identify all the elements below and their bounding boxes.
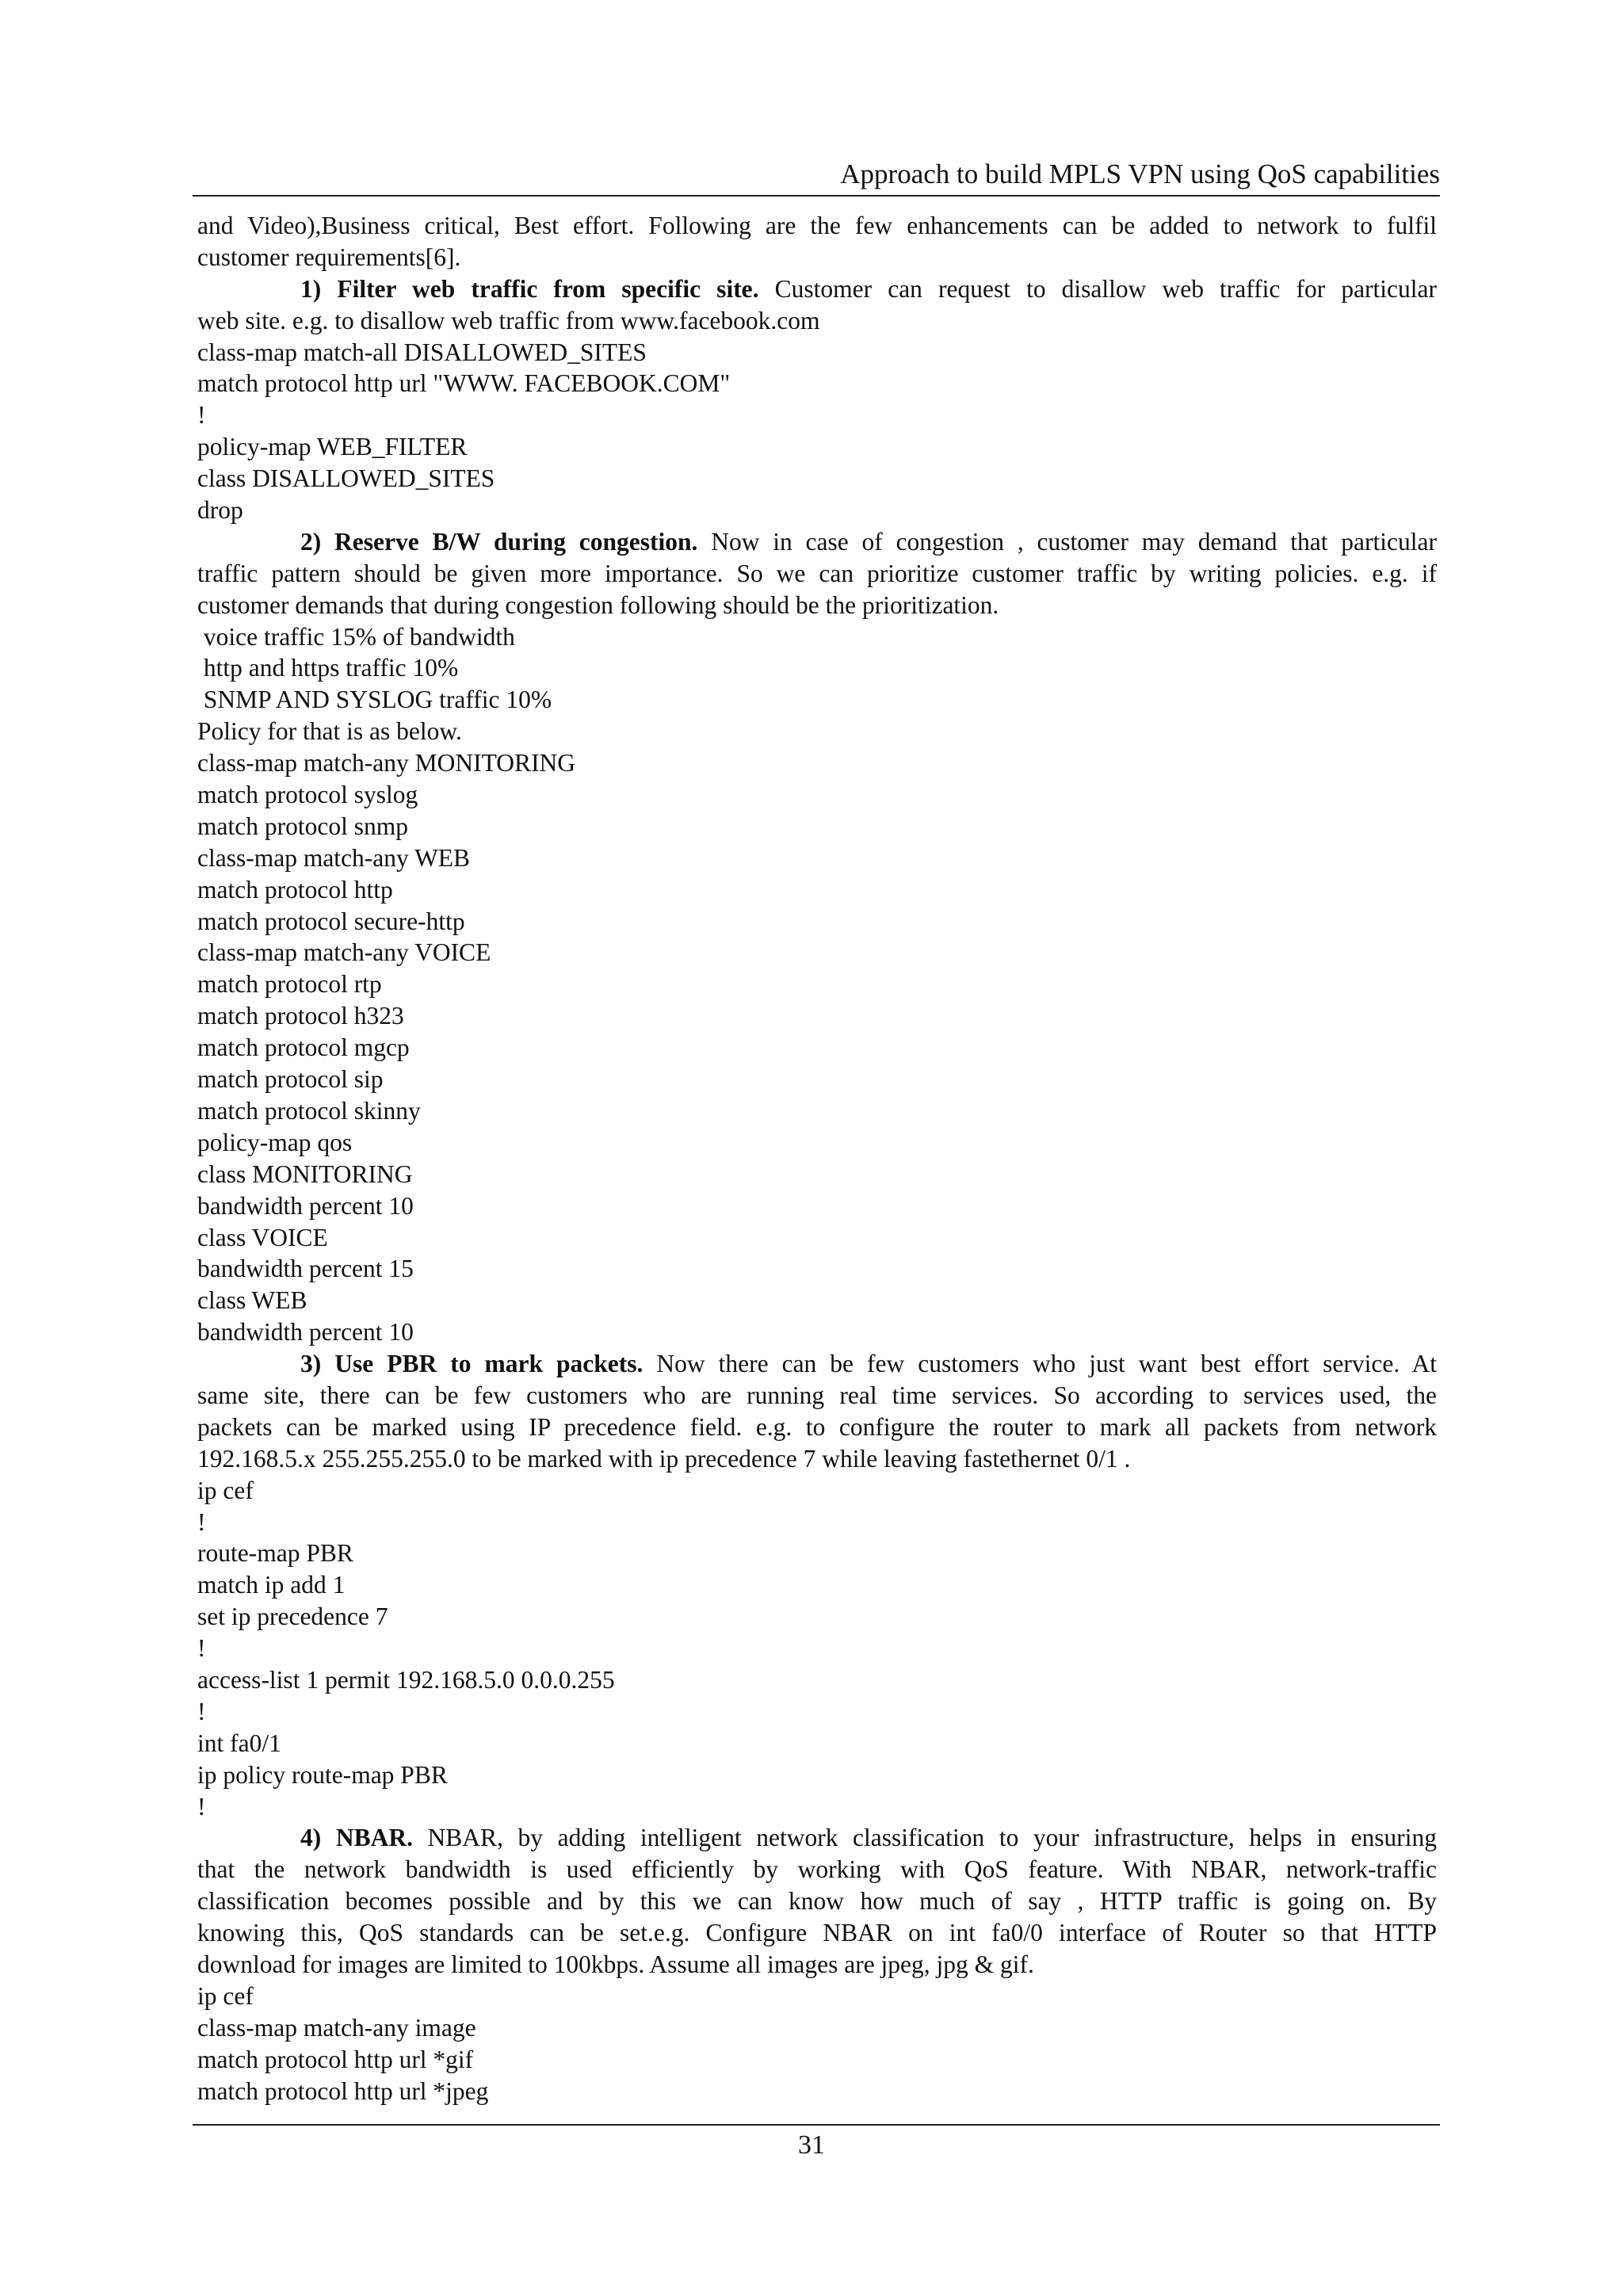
config-line: match protocol skinny bbox=[197, 1096, 421, 1125]
config-line: policy-map WEB_FILTER bbox=[197, 433, 468, 461]
config-line: class-map match-any WEB bbox=[197, 843, 471, 872]
config-line: match protocol http bbox=[197, 875, 393, 904]
config-line: route-map PBR bbox=[197, 1539, 353, 1568]
config-line: ! bbox=[197, 401, 206, 430]
section-text: Customer can request to disallow web traffic for particular bbox=[758, 274, 1438, 303]
config-line: match ip add 1 bbox=[197, 1571, 346, 1599]
config-line: class WEB bbox=[197, 1286, 307, 1315]
section-text: Now in case of congestion , customer may demand that particular bbox=[697, 527, 1437, 556]
section-text: Now there can be few customers who just want best effort service. At bbox=[643, 1350, 1437, 1378]
config-line: ip policy route-map PBR bbox=[197, 1760, 448, 1789]
text-line: 192.168.5.x 255.255.255.0 to be marked with ip precedence 7 while leaving fastethernet 0/1 . bbox=[197, 1444, 1131, 1473]
running-header bbox=[193, 155, 1440, 195]
text-line: packets can be marked using IP precedence field. e.g. to configure the router to mark all packets from network bbox=[197, 1412, 1437, 1441]
text-line: and Video),Business critical, Best effort. Following are the few enhancements can be added to network to fulfil bbox=[197, 212, 1437, 239]
config-line: match protocol http url "WWW. FACEBOOK.COM" bbox=[197, 369, 731, 398]
config-line: match protocol snmp bbox=[197, 812, 408, 840]
section-heading-line bbox=[197, 526, 1437, 558]
config-line: ip cef bbox=[197, 1981, 254, 2010]
page-number: 31 bbox=[798, 2130, 825, 2160]
text-line: that the network bandwidth is used efficiently by working with QoS feature. With NBAR, network-traffic bbox=[197, 1855, 1437, 1884]
config-line: class MONITORING bbox=[197, 1159, 413, 1188]
text-line: knowing this, QoS standards can be set.e.g. Configure NBAR on int fa0/0 interface of Router so that HTTP bbox=[197, 1919, 1437, 1947]
running-header-title: Approach to build MPLS VPN using QoS capabilities bbox=[840, 159, 1440, 189]
config-line: class-map match-any MONITORING bbox=[197, 749, 576, 777]
config-line: bandwidth percent 10 bbox=[197, 1318, 414, 1347]
page-body bbox=[197, 210, 1437, 2107]
text-line: customer requirements[6]. bbox=[197, 243, 461, 271]
config-line: bandwidth percent 15 bbox=[197, 1255, 414, 1283]
text-line: SNMP AND SYSLOG traffic 10% bbox=[197, 686, 552, 714]
text-line: download for images are limited to 100kbps. Assume all images are jpeg, jpg & gif. bbox=[197, 1950, 1034, 1978]
config-line: match protocol http url *gif bbox=[197, 2045, 474, 2073]
config-line: bandwidth percent 10 bbox=[197, 1191, 414, 1220]
section-heading: 3) Use PBR to mark packets. bbox=[300, 1350, 643, 1378]
config-line: match protocol syslog bbox=[197, 781, 418, 809]
config-line: ! bbox=[197, 1634, 206, 1663]
text-line: http and https traffic 10% bbox=[197, 654, 459, 682]
config-line: int fa0/1 bbox=[197, 1729, 281, 1757]
config-line: ! bbox=[197, 1697, 206, 1725]
config-line: match protocol sip bbox=[197, 1065, 384, 1094]
text-line: voice traffic 15% of bandwidth bbox=[197, 622, 515, 651]
text-line: traffic pattern should be given more importance. So we can prioritize customer traffic by writing policies. e.g. if bbox=[197, 559, 1437, 587]
config-line: ! bbox=[197, 1507, 206, 1536]
header-rule bbox=[193, 195, 1440, 197]
text-line: Policy for that is as below. bbox=[197, 717, 462, 746]
config-line: match protocol rtp bbox=[197, 970, 382, 999]
section-heading: 4) NBAR. bbox=[300, 1824, 413, 1852]
config-line: class-map match-all DISALLOWED_SITES bbox=[197, 338, 647, 366]
config-line: match protocol h323 bbox=[197, 1002, 404, 1030]
config-line: class VOICE bbox=[197, 1223, 328, 1251]
config-line: class-map match-any VOICE bbox=[197, 938, 491, 967]
config-line: class-map match-any image bbox=[197, 2013, 476, 2042]
section-heading-line bbox=[197, 1348, 1437, 1380]
config-line: match protocol secure-http bbox=[197, 907, 465, 935]
text-line: customer demands that during congestion following should be the prioritization. bbox=[197, 590, 999, 619]
config-line: ip cef bbox=[197, 1476, 254, 1504]
footer-rule bbox=[193, 2124, 1440, 2126]
text-line: web site. e.g. to disallow web traffic from www.facebook.com bbox=[197, 306, 820, 334]
config-line: match protocol http url *jpeg bbox=[197, 2076, 489, 2105]
section-heading-line bbox=[197, 1822, 1437, 1854]
text-line: same site, there can be few customers who are running real time services. So according to services used, the bbox=[197, 1381, 1437, 1409]
config-line: policy-map qos bbox=[197, 1128, 353, 1156]
text-line: classification becomes possible and by this we can know how much of say , HTTP traffic is going on. By bbox=[197, 1887, 1437, 1916]
section-heading: 1) Filter web traffic from specific site. bbox=[300, 274, 759, 303]
section-heading-line bbox=[197, 273, 1437, 305]
section-text: NBAR, by adding intelligent network classification to your infrastructure, helps in ensuring bbox=[412, 1824, 1437, 1852]
config-line: ! bbox=[197, 1792, 206, 1820]
config-line: drop bbox=[197, 496, 243, 525]
config-line: set ip precedence 7 bbox=[197, 1603, 388, 1631]
config-line: access-list 1 permit 192.168.5.0 0.0.0.255 bbox=[197, 1665, 615, 1694]
config-line: match protocol mgcp bbox=[197, 1033, 410, 1062]
config-line: class DISALLOWED_SITES bbox=[197, 464, 495, 493]
section-heading: 2) Reserve B/W during congestion. bbox=[300, 527, 698, 556]
